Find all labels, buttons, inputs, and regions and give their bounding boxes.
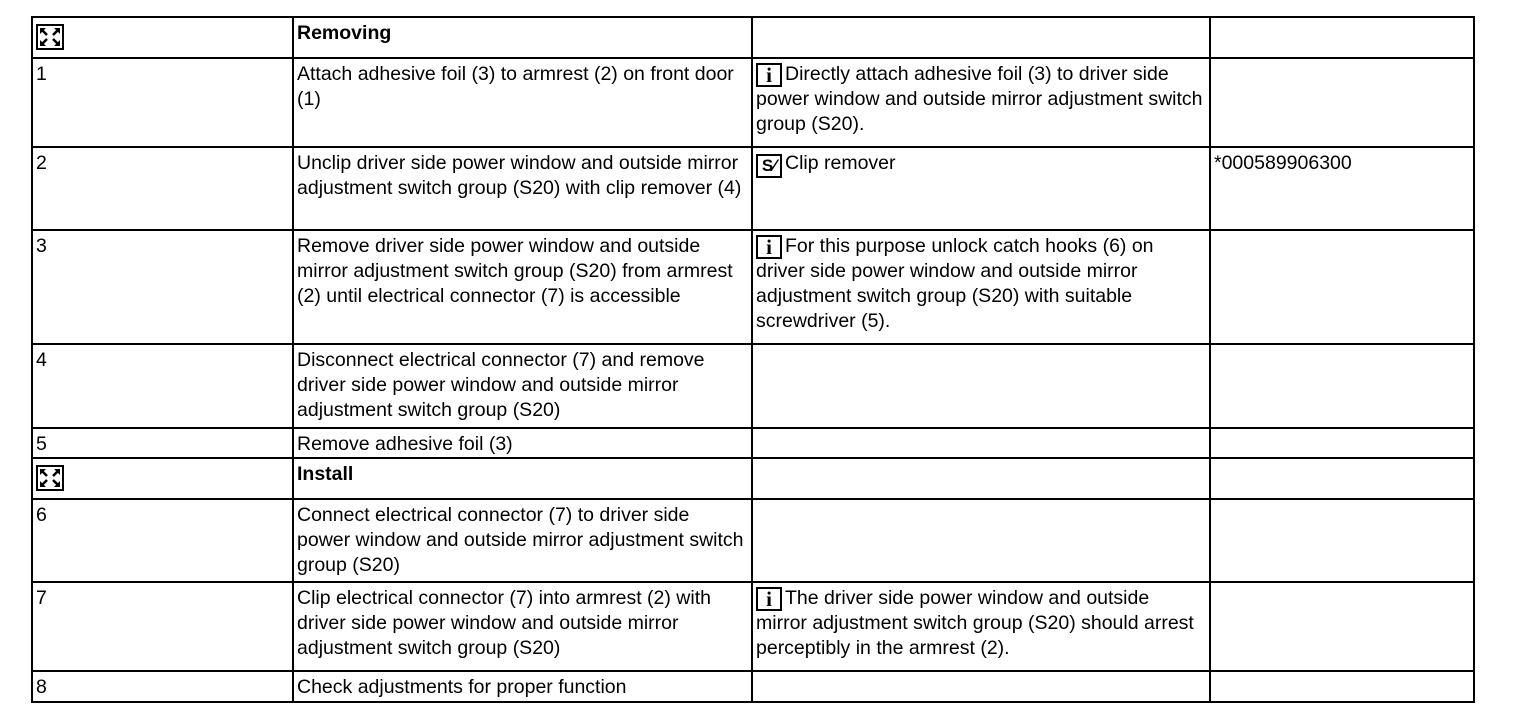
- step-note: For this purpose unlock catch hooks (6) on driver side power window and outside mirror adjustment switch group (S20) with suitable screwdriver (5).: [756, 235, 1154, 332]
- step-row: [32, 428, 1474, 458]
- note-cell: [752, 458, 1210, 499]
- tool-cell: [1210, 230, 1474, 344]
- note-cell: [752, 17, 1210, 58]
- step-number: 2: [32, 147, 293, 230]
- step-action: Check adjustments for proper function: [293, 671, 752, 702]
- tool-cell: [1210, 428, 1474, 458]
- step-action: Disconnect electrical connector (7) and remove driver side power window and outside mirror adjustment switch group (S20): [293, 344, 752, 428]
- info-icon: i: [756, 63, 782, 87]
- note-cell: [752, 230, 1210, 344]
- note-cell: [752, 147, 1210, 230]
- expand-arrows-icon: [36, 465, 64, 491]
- step-action: Clip electrical connector (7) into armrest (2) with driver side power window and outside mirror adjustment switch group (S20): [293, 582, 752, 671]
- tool-cell: [1210, 582, 1474, 671]
- step-row: [32, 147, 1474, 230]
- note-cell: [752, 671, 1210, 702]
- special-tool-icon: S⁄: [756, 154, 782, 178]
- note-cell: [752, 428, 1210, 458]
- note-cell: [752, 499, 1210, 582]
- step-action: Remove adhesive foil (3): [293, 428, 752, 458]
- step-number: 6: [32, 499, 293, 582]
- step-number: 8: [32, 671, 293, 702]
- tool-cell: [1210, 458, 1474, 499]
- tool-cell: [1210, 344, 1474, 428]
- note-cell: [752, 344, 1210, 428]
- step-note: The driver side power window and outside mirror adjustment switch group (S20) should arrest perceptibly in the armrest (2).: [756, 587, 1194, 659]
- note-cell: [752, 58, 1210, 147]
- tool-cell: [1210, 671, 1474, 702]
- step-number: 5: [32, 428, 293, 458]
- step-number: 1: [32, 58, 293, 147]
- step-action: Attach adhesive foil (3) to armrest (2) on front door (1): [293, 58, 752, 147]
- expand-arrows-icon: [36, 24, 64, 50]
- step-action: Unclip driver side power window and outside mirror adjustment switch group (S20) with clip remover (4): [293, 147, 752, 230]
- procedure-table: [31, 16, 1475, 703]
- tool-part-number: *000589906300: [1210, 147, 1474, 230]
- section-icon-cell: [32, 458, 293, 499]
- step-note: Clip remover: [785, 152, 896, 174]
- note-cell: [752, 582, 1210, 671]
- tool-cell: [1210, 58, 1474, 147]
- step-number: 3: [32, 230, 293, 344]
- step-action: Remove driver side power window and outside mirror adjustment switch group (S20) from armrest (2) until electrical connector (7) is accessible: [293, 230, 752, 344]
- section-title: Install: [293, 458, 752, 499]
- step-row: [32, 58, 1474, 147]
- step-note: Directly attach adhesive foil (3) to driver side power window and outside mirror adjustment switch group (S20).: [756, 63, 1203, 135]
- step-number: 7: [32, 582, 293, 671]
- info-icon: i: [756, 587, 782, 611]
- section-icon-cell: [32, 17, 293, 58]
- section-row-install: [32, 458, 1474, 499]
- section-title: Removing: [293, 17, 752, 58]
- section-row-removing: [32, 17, 1474, 58]
- info-icon: i: [756, 235, 782, 259]
- step-row: [32, 344, 1474, 428]
- tool-cell: [1210, 499, 1474, 582]
- tool-cell: [1210, 17, 1474, 58]
- step-number: 4: [32, 344, 293, 428]
- step-action: Connect electrical connector (7) to driver side power window and outside mirror adjustment switch group (S20): [293, 499, 752, 582]
- step-row: [32, 671, 1474, 702]
- step-row: [32, 582, 1474, 671]
- step-row: [32, 230, 1474, 344]
- step-row: [32, 499, 1474, 582]
